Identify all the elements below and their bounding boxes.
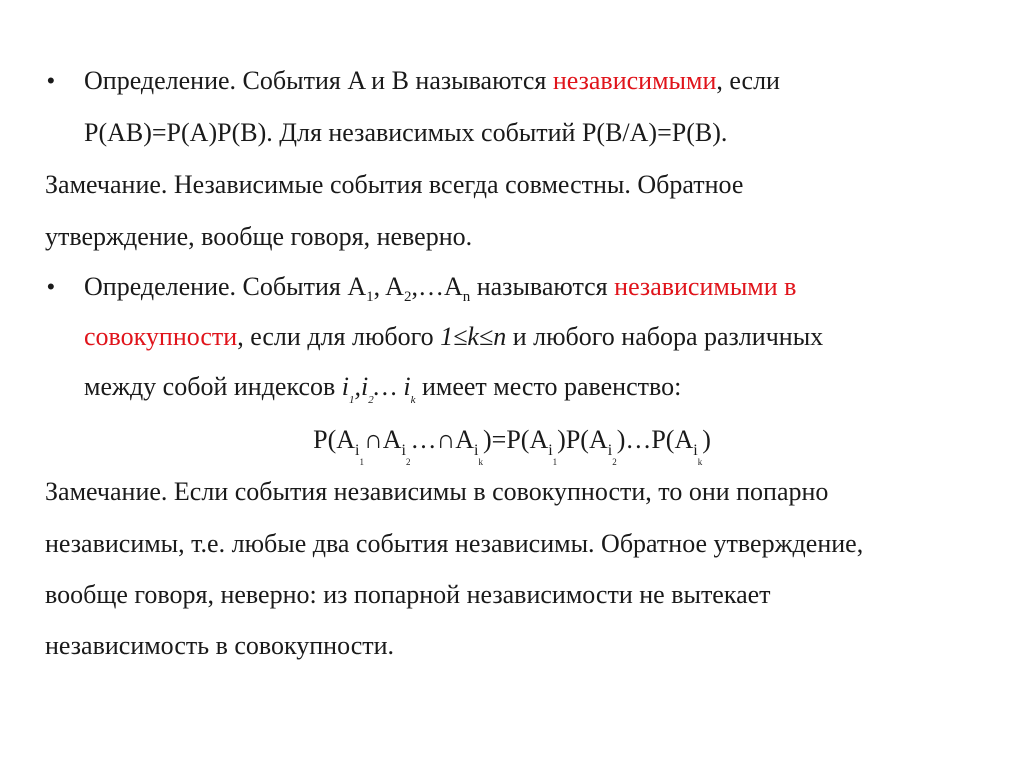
definition-2-line-1: Определение. События $A_1$, $A_2,\dots A_n$ называются независимыми в xyxy=(84,272,797,305)
definition-2-line-2: совокупности, если для любого 1≤k≤n и любого набора различных xyxy=(84,322,824,351)
remark-2-line-3: вообще говоря, неверно: из попарной независимости не вытекает xyxy=(45,580,771,609)
remark-2-line-2: независимы, т.е. любые два события независимы. Обратное утверждение, xyxy=(45,529,864,558)
highlight-independent: независимыми xyxy=(552,66,717,95)
remark-1-line-1: Замечание. Независимые события всегда совместны. Обратное xyxy=(45,170,744,199)
independence-formula: $P(A_{i_1}\cap A_{i_2}\dots\cap A_{i_k})=P(A_{i_1})P(A_{i_2})\dots P(A_{i_k})$ xyxy=(313,425,711,467)
remark-2-line-4: независимость в совокупности. xyxy=(45,631,395,660)
definition-2-line-3: между собой индексов $i_1,i_2\dots$ $i_k$ имеет место равенство: xyxy=(84,372,682,406)
remark-1-line-2: утверждение, вообще говоря, неверно. xyxy=(45,222,473,251)
bullet-1: • xyxy=(47,68,55,93)
definition-1-line-2: P(AB)=P(A)P(B). Для независимых событий P(B/A)=P(B). xyxy=(84,118,728,147)
bullet-2: • xyxy=(47,274,55,299)
remark-2-line-1: Замечание. Если события независимы в совокупности, то они попарно xyxy=(45,477,829,506)
highlight-mutually-independent: независимыми в xyxy=(614,272,797,301)
definition-1-line-1: Определение. События A и B называются независимыми, если xyxy=(84,66,780,95)
